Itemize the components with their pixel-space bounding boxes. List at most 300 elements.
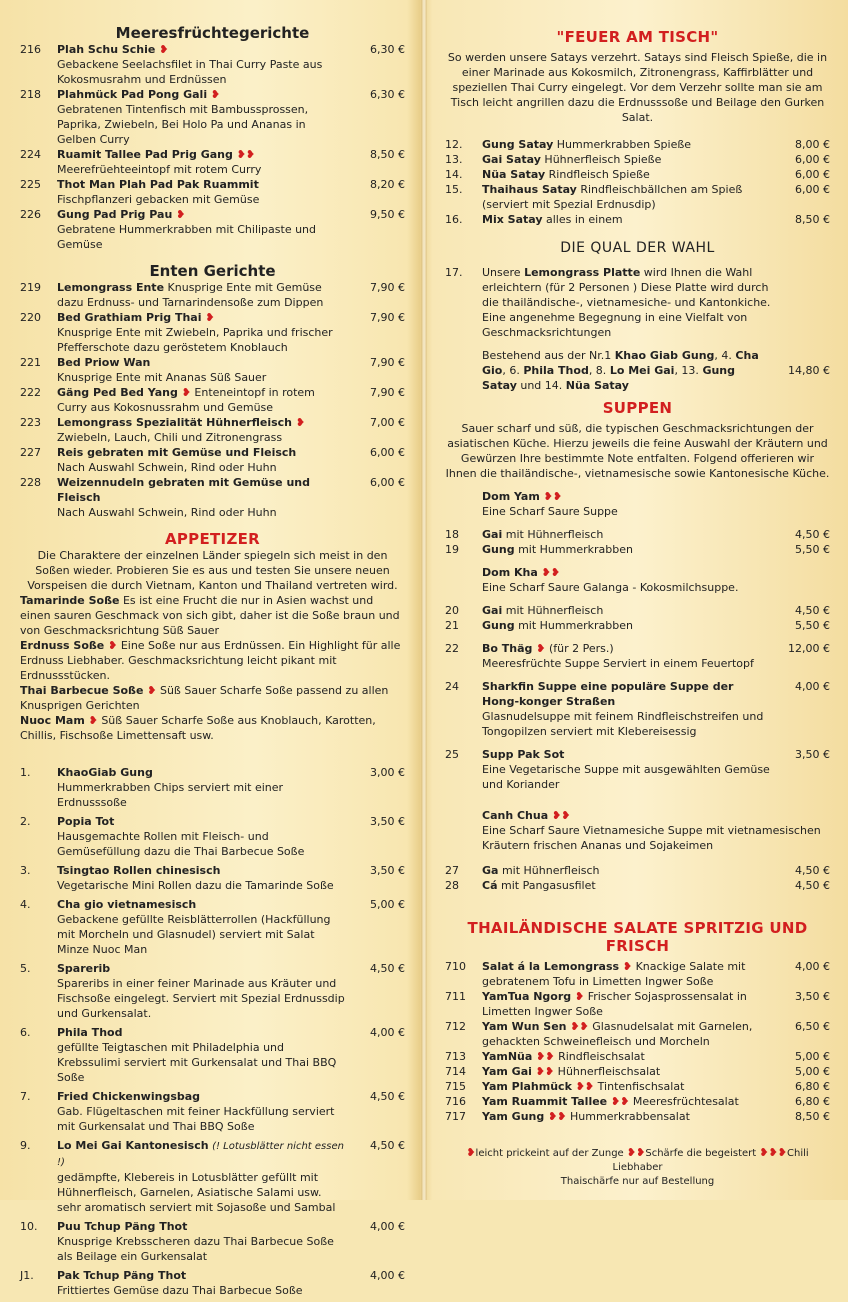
item-price: 4,00 € <box>795 680 830 693</box>
page-fold <box>421 0 427 1200</box>
item-price: 4,00 € <box>370 1220 405 1233</box>
item-name: Yam Ruammit Tallee <box>482 1095 608 1108</box>
item-name: Cha gio vietnamesisch <box>57 898 197 911</box>
item-desc: Vegetarische Mini Rollen dazu die Tamarinde Soße <box>57 879 334 892</box>
menu-item <box>20 42 405 87</box>
item-number: 711 <box>445 990 466 1003</box>
sauce-item <box>20 638 405 683</box>
chili-pepper-icon: ❥ <box>143 684 157 697</box>
spacer <box>445 739 830 747</box>
menu-item <box>20 1219 405 1264</box>
item-line <box>57 814 347 829</box>
item-name: Bed Grathiam Prig Thai <box>57 311 202 324</box>
item-line <box>482 603 772 618</box>
menu-item <box>20 355 405 385</box>
item-price: 5,00 € <box>795 1050 830 1063</box>
item-name: Plahmück Pad Pong Gali <box>57 88 208 101</box>
item-line <box>57 87 347 102</box>
salad-item <box>445 1064 830 1079</box>
menu-item <box>20 765 405 810</box>
menu-item <box>445 863 830 878</box>
sauce-name: Erdnuss Soße <box>20 639 105 652</box>
menu-item <box>20 1089 405 1134</box>
item-line <box>57 863 347 878</box>
item-desc: Knusprige Ente mit Ananas Süß Sauer <box>57 371 267 384</box>
qual-title: DIE QUAL DER WAHL <box>560 240 715 256</box>
item-name: Fried Chickenwingsbag <box>57 1090 201 1103</box>
legend-note: Thaischärfe nur auf Bestellung <box>560 1176 715 1187</box>
canh-desc: Eine Scharf Saure Vietnamesiche Suppe mit vietnamesischen Kräutern frischen Ananas und Sojakeimen <box>482 824 821 852</box>
item-price: 8,50 € <box>795 213 830 226</box>
item-number: 21 <box>445 619 459 632</box>
platter-text: Unsere Lemongrass Platte wird Ihnen die Wahl erleichtern (für 2 Personen ) Diese Platte wird durch die thailändische-, vietnamesiche- und Kantonkiche. Eine angenehme Begegnung in eine Vielfalt von Geschmacksrichtungen <box>482 266 771 339</box>
item-line <box>482 182 772 212</box>
menu-item <box>20 897 405 957</box>
item-price: 6,30 € <box>370 43 405 56</box>
item-number: 12. <box>445 138 463 151</box>
chili-pepper-icon: ❥❥ <box>541 566 561 579</box>
spacer <box>445 792 830 800</box>
item-name: Nüa Satay <box>482 168 546 181</box>
item-name: Gung Pad Prig Pau <box>57 208 173 221</box>
item-number: 17. <box>445 266 463 279</box>
item-desc: gefüllte Teigtaschen mit Philadelphia und Krebssulimi serviert mit Gurkensalat und Thai BBQ Soße <box>57 1041 337 1084</box>
item-name: Reis gebraten mit Gemüse und Fleisch <box>57 446 297 459</box>
item-desc: Hausgemachte Rollen mit Fleisch- und Gemüsefüllung dazu die Thai Barbecue Soße <box>57 830 305 858</box>
item-name: Popia Tot <box>57 815 115 828</box>
item-price: 6,80 € <box>795 1095 830 1108</box>
item-price: 5,50 € <box>795 619 830 632</box>
item-name: Lemongrass Spezialität Hühnerfleisch <box>57 416 292 429</box>
item-price: 5,50 € <box>795 543 830 556</box>
item-number: 14. <box>445 168 463 181</box>
item-number: 710 <box>445 960 466 973</box>
menu-item <box>445 527 830 542</box>
item-name: Salat á la Lemongrass <box>482 960 620 973</box>
item-number: 15. <box>445 183 463 196</box>
chili-pepper-icon: ❥ <box>532 642 546 655</box>
item-number: 216 <box>20 43 41 56</box>
item-desc: Gab. Flügeltaschen mit feiner Hackfüllung serviert mit Gurkensalat und Thai BBQ Soße <box>57 1105 335 1133</box>
item-desc: mit Hummerkrabben <box>518 619 633 632</box>
soup-list <box>445 641 830 800</box>
item-price: 4,50 € <box>370 1139 405 1152</box>
platter-item <box>445 265 830 340</box>
item-name: Plah Schu Schie <box>57 43 156 56</box>
menu-item <box>445 603 830 618</box>
item-line <box>57 1089 347 1104</box>
item-name: Pak Tchup Päng Thot <box>57 1269 187 1282</box>
sauce-item <box>20 593 405 638</box>
item-price: 4,50 € <box>795 879 830 892</box>
item-name: Gung Satay <box>482 138 554 151</box>
item-name: Gai <box>482 528 503 541</box>
item-desc: mit Hühnerfleisch <box>505 528 604 541</box>
item-name: Sparerib <box>57 962 111 975</box>
item-number: 1. <box>20 766 31 779</box>
item-line <box>57 310 347 325</box>
item-number: 222 <box>20 386 41 399</box>
item-price: 6,00 € <box>795 183 830 196</box>
item-name: Mix Satay <box>482 213 543 226</box>
seafood-list <box>20 42 405 252</box>
salad-item <box>445 1079 830 1094</box>
chili-pepper-icon: ❥❥ <box>607 1095 630 1108</box>
chili-pepper-icon: ❥❥ <box>566 1020 589 1033</box>
item-name: Thaihaus Satay <box>482 183 577 196</box>
item-price: 3,50 € <box>795 990 830 1003</box>
item-line <box>482 679 772 709</box>
item-price: 3,00 € <box>370 766 405 779</box>
menu-item <box>445 618 830 633</box>
item-number: 713 <box>445 1050 466 1063</box>
item-name: Bed Priow Wan <box>57 356 151 369</box>
item-line <box>57 897 347 912</box>
item-line <box>482 1064 772 1079</box>
menu-item <box>20 1268 405 1298</box>
item-number: 221 <box>20 356 41 369</box>
item-number: 24 <box>445 680 459 693</box>
chili-pepper-icon: ❥ <box>292 416 306 429</box>
item-price: 3,50 € <box>370 815 405 828</box>
salad-item <box>445 1019 830 1049</box>
sauce-desc: Es ist eine Frucht die nur in Asien wachst und einen sauren Geschmack von sich gibt, daher ist die Soße braun und von Geschmacksrichtung Süß Sauer <box>20 594 400 637</box>
item-desc: Gebratenen Tintenfisch mit Bambussprossen, Paprika, Zwiebeln, Bei Holo Pa und Ananas in Gelben Curry <box>57 103 309 146</box>
item-line <box>57 1025 347 1040</box>
menu-item <box>20 1025 405 1085</box>
item-price: 6,30 € <box>370 88 405 101</box>
item-number: 10. <box>20 1220 38 1233</box>
item-line <box>57 42 347 57</box>
item-desc: Gebackene gefüllte Reisblätterrollen (Hackfüllung mit Morcheln und Glasnudel) serviert mit Salat Minze Nuoc Man <box>57 913 331 956</box>
item-desc: Knusprige Krebsscheren dazu Thai Barbecue Soße als Beilage ein Gurkensalat <box>57 1235 334 1263</box>
item-name: Ruamit Tallee Pad Prig Gang <box>57 148 233 161</box>
domkha-list <box>445 603 830 633</box>
item-name: KhaoGiab Gung <box>57 766 153 779</box>
sauce-item <box>20 713 405 743</box>
menu-item <box>20 445 405 475</box>
menu-item <box>445 152 830 167</box>
chili-pepper-icon: ❥❥❥ <box>759 1146 788 1159</box>
item-name: Phila Thod <box>57 1026 123 1039</box>
item-desc: Rindfleischsalat <box>558 1050 645 1063</box>
item-number: 224 <box>20 148 41 161</box>
item-number: 6. <box>20 1026 31 1039</box>
chili-pepper-icon: ❥❥ <box>552 809 571 822</box>
item-name: Gäng Ped Bed Yang <box>57 386 178 399</box>
item-price: 7,00 € <box>370 416 405 429</box>
menu-item <box>20 177 405 207</box>
item-line <box>482 1109 772 1124</box>
salad-item <box>445 989 830 1019</box>
domkha-name: Dom Kha ❥❥ <box>482 566 561 579</box>
canh-name: Canh Chua ❥❥ <box>482 809 571 822</box>
item-number: 9. <box>20 1139 31 1152</box>
menu-item <box>445 182 830 212</box>
item-desc: Hummerkrabben Chips serviert mit einer Erdnusssoße <box>57 781 284 809</box>
item-line <box>482 137 772 152</box>
sauce-name: Tamarinde Soße <box>20 594 120 607</box>
item-name: Yam Gung <box>482 1110 545 1123</box>
duck-title: Enten Gerichte <box>149 262 276 280</box>
item-line <box>57 147 347 162</box>
menu-item <box>20 207 405 252</box>
salad-list <box>445 959 830 1124</box>
item-line <box>57 207 347 222</box>
menu-item <box>20 961 405 1021</box>
item-desc: Rindfleischbällchen am Spieß (serviert mit Spezial Erdnusdip) <box>482 183 743 211</box>
item-line <box>482 747 772 762</box>
menu-item <box>445 137 830 152</box>
item-line <box>57 1268 347 1283</box>
chili-pepper-icon: ❥ <box>571 990 585 1003</box>
item-desc: Nach Auswahl Schwein, Rind oder Huhn <box>57 461 277 474</box>
item-price: 5,00 € <box>795 1065 830 1078</box>
item-line <box>482 878 772 893</box>
sauce-name: Nuoc Mam <box>20 714 85 727</box>
item-desc: Hühnerfleisch Spieße <box>544 153 662 166</box>
item-name: YamNüa <box>482 1050 533 1063</box>
salad-item <box>445 1109 830 1124</box>
item-line <box>482 1094 772 1109</box>
item-desc: gedämpfte, Klebereis in Lotusblätter gefüllt mit Hühnerfleisch, Garnelen, Asiatische Salami usw. sehr aromatisch serviert mit Sojasoße und Sambal <box>57 1171 336 1214</box>
item-price: 8,50 € <box>795 1110 830 1123</box>
item-line <box>482 618 772 633</box>
item-line <box>482 1079 772 1094</box>
domyam-name: Dom Yam ❥❥ <box>482 490 563 503</box>
item-line <box>482 1019 772 1049</box>
menu-item <box>20 280 405 310</box>
item-desc: mit Hummerkrabben <box>518 543 633 556</box>
chili-pepper-icon: ❥❥ <box>543 490 563 503</box>
salads-title: THAILÄNDISCHE SALATE SPRITZIG UND FRISCH <box>467 919 808 955</box>
item-name: Yam Plahmück <box>482 1080 572 1093</box>
item-name: Yam Gai <box>482 1065 532 1078</box>
item-desc: Zwiebeln, Lauch, Chili und Zitronengrass <box>57 431 283 444</box>
item-price: 7,90 € <box>370 281 405 294</box>
item-line <box>482 152 772 167</box>
item-number: 714 <box>445 1065 466 1078</box>
item-note: (! Lotusblätter nicht essen !) <box>57 1141 344 1168</box>
item-line <box>482 167 772 182</box>
item-number: 7. <box>20 1090 31 1103</box>
domyam-desc: Eine Scharf Saure Suppe <box>482 505 618 518</box>
item-number: 19 <box>445 543 459 556</box>
chili-pepper-icon: ❥ <box>619 960 633 973</box>
menu-item <box>20 310 405 355</box>
item-desc: Meeresfrüchte Suppe Serviert in einem Feuertopf <box>482 657 754 670</box>
item-name: Cá <box>482 879 498 892</box>
chili-pepper-icon: ❥❥ <box>232 148 256 161</box>
item-price: 4,00 € <box>370 1026 405 1039</box>
sauce-name: Thai Barbecue Soße <box>20 684 144 697</box>
item-line <box>482 212 772 227</box>
item-number: 218 <box>20 88 41 101</box>
chili-pepper-icon: ❥ <box>207 88 221 101</box>
chili-pepper-icon: ❥❥ <box>532 1050 555 1063</box>
sauce-item <box>20 683 405 713</box>
item-number: 223 <box>20 416 41 429</box>
item-desc: Hühnerfleischsalat <box>557 1065 661 1078</box>
item-line <box>57 475 347 505</box>
soups-intro: Sauer scharf und süß, die typischen Geschmacksrichtungen der asiatischen Küche. Hierzu jeweils die feine Auswahl der Kräutern und Gewürzen Ihre bestimmte Note entfalten. Folgend offerieren wir Ihnen die thailändische-, vietnamesische sowie Kantonesische Küche. <box>445 422 830 480</box>
item-desc: mit Pangasusfilet <box>501 879 596 892</box>
chili-pepper-icon: ❥ <box>201 311 215 324</box>
item-name: YamTua Ngorg <box>482 990 572 1003</box>
item-price: 6,00 € <box>795 153 830 166</box>
menu-item <box>20 863 405 893</box>
item-name: Weizennudeln gebraten mit Gemüse und Fleisch <box>57 476 311 504</box>
item-price: 4,00 € <box>370 1269 405 1282</box>
item-name: Tsingtao Rollen chinesisch <box>57 864 221 877</box>
item-name: Gai Satay <box>482 153 541 166</box>
item-desc: Enteneintopf in rotem Curry aus Kokosnussrahm und Gemüse <box>57 386 315 414</box>
item-line <box>57 445 347 460</box>
item-line <box>57 1219 347 1234</box>
item-name: Gai <box>482 604 503 617</box>
item-desc: Meerefrüehteeintopf mit rotem Curry <box>57 163 262 176</box>
salad-item <box>445 959 830 989</box>
item-line <box>57 280 347 310</box>
item-name: Ga <box>482 864 499 877</box>
item-desc: Tintenfischsalat <box>597 1080 685 1093</box>
menu-item <box>445 641 830 671</box>
item-line <box>57 177 347 192</box>
item-number: 220 <box>20 311 41 324</box>
item-desc: Knusprige Ente mit Gemüse dazu Erdnuss- und Tarnarindensoße zum Dippen <box>57 281 324 309</box>
spacer <box>445 671 830 679</box>
chili-pepper-icon: ❥ <box>155 43 169 56</box>
item-price: 14,80 € <box>788 364 830 377</box>
sauce-desc: Süß Sauer Scharfe Soße aus Knoblauch, Karotten, Chillis, Fischsoße Limettensaft usw. <box>20 714 376 742</box>
item-name: Thot Man Plah Pad Pak Ruammit <box>57 178 259 191</box>
item-price: 4,50 € <box>370 962 405 975</box>
menu-item <box>445 212 830 227</box>
fire-intro: So werden unsere Satays verzehrt. Satays sind Fleisch Spieße, die in einer Marinade aus Kokosmilch, Zitronengrass, Kaffirblätter und speziellen Thai Curry eingelegt. Vor dem Verzehr sollte man sie am Tisch leicht angrillen dazu die Erdnusssoße und Beilage den Gurken Salat. <box>447 51 828 124</box>
item-number: 715 <box>445 1080 466 1093</box>
item-desc: Gebackene Seelachsfilet in Thai Curry Paste aus Kokosmusrahm und Erdnüssen <box>57 58 323 86</box>
item-line <box>482 959 772 989</box>
item-number: 219 <box>20 281 41 294</box>
item-name: Puu Tchup Päng Thot <box>57 1220 188 1233</box>
chili-pepper-icon: ❥❥ <box>571 1080 595 1093</box>
item-name: Lemongrass Ente <box>57 281 165 294</box>
menu-item <box>445 679 830 739</box>
item-line <box>482 542 772 557</box>
seafood-title: Meeresfrüchtegerichte <box>115 24 310 42</box>
platter-consist: Bestehend aus der Nr.1 Khao Giab Gung, 4. Cha Gio, 6. Phila Thod, 8. Lo Mei Gai, 13. Gung Satay und 14. Nüa Satay <box>482 349 759 392</box>
item-price: 7,90 € <box>370 311 405 324</box>
item-desc: mit Hühnerfleisch <box>501 864 600 877</box>
menu-item <box>20 475 405 520</box>
item-desc: Spareribs in einer feiner Marinade aus Kräuter und Fischsoße eingelegt. Serviert mit Spezial Erdnussdip und Gurkensalat. <box>57 977 345 1020</box>
item-price: 4,50 € <box>795 604 830 617</box>
item-number: 226 <box>20 208 41 221</box>
menu-item <box>20 415 405 445</box>
item-line <box>482 527 772 542</box>
item-line <box>482 863 772 878</box>
item-price: 4,50 € <box>795 864 830 877</box>
item-price: 7,90 € <box>370 386 405 399</box>
item-price: 5,00 € <box>370 898 405 911</box>
item-number: 20 <box>445 604 459 617</box>
item-desc: alles in einem <box>546 213 623 226</box>
item-number: 717 <box>445 1110 466 1123</box>
item-line <box>57 1138 347 1170</box>
item-line <box>482 989 772 1019</box>
sauce-list <box>20 593 405 743</box>
item-desc: Knackige Salate mit gebratenem Tofu in Limetten Ingwer Soße <box>482 960 746 988</box>
item-line <box>57 765 347 780</box>
item-line <box>57 385 347 415</box>
appetizer-list <box>20 765 405 1302</box>
item-desc: Nach Auswahl Schwein, Rind oder Huhn <box>57 506 277 519</box>
item-number: 2. <box>20 815 31 828</box>
chili-legend: ❥leicht prickeint auf der Zunge ❥❥Schärfe die begeistert ❥❥❥Chili Liebhaber <box>466 1146 809 1173</box>
chili-pepper-icon: ❥ <box>172 208 186 221</box>
item-number: 28 <box>445 879 459 892</box>
item-price: 8,50 € <box>370 148 405 161</box>
item-price: 4,50 € <box>370 1090 405 1103</box>
item-price: 7,90 € <box>370 356 405 369</box>
item-price: 6,50 € <box>795 1020 830 1033</box>
menu-item <box>445 747 830 792</box>
item-price: 4,00 € <box>795 960 830 973</box>
menu-item <box>20 87 405 147</box>
item-price: 6,00 € <box>795 168 830 181</box>
domkha-desc: Eine Scharf Saure Galanga - Kokosmilchsuppe. <box>482 581 739 594</box>
item-number: 22 <box>445 642 459 655</box>
item-desc: mit Hühnerfleisch <box>505 604 604 617</box>
item-number: 712 <box>445 1020 466 1033</box>
item-price: 6,00 € <box>370 446 405 459</box>
item-line <box>57 415 347 430</box>
item-price: 6,80 € <box>795 1080 830 1093</box>
menu-item <box>20 385 405 415</box>
item-number: J1. <box>20 1269 34 1282</box>
item-line <box>482 1049 772 1064</box>
item-number: 5. <box>20 962 31 975</box>
item-desc: Glasnudelsalat mit Garnelen, gehackten Schweinefleisch und Morcheln <box>482 1020 753 1048</box>
chili-pepper-icon: ❥ <box>84 714 98 727</box>
item-name: Gung <box>482 543 515 556</box>
item-price: 3,50 € <box>370 864 405 877</box>
item-desc: Meeresfrüchtesalat <box>632 1095 739 1108</box>
item-desc: Knusprige Ente mit Zwiebeln, Paprika und frischer Pfefferschote dazu geröstetem Knoblauch <box>57 326 333 354</box>
item-number: 16. <box>445 213 463 226</box>
item-price: 4,50 € <box>795 528 830 541</box>
platter-contents <box>445 348 830 393</box>
item-number: 4. <box>20 898 31 911</box>
chili-pepper-icon: ❥❥ <box>626 1146 646 1159</box>
sauce-desc: Süß Sauer Scharfe Soße passend zu allen Knusprigen Gerichten <box>20 684 389 712</box>
satay-list <box>445 137 830 227</box>
item-price: 9,50 € <box>370 208 405 221</box>
item-number: 3. <box>20 864 31 877</box>
item-desc: Fischpflanzeri gebacken mit Gemüse <box>57 193 260 206</box>
item-price: 8,20 € <box>370 178 405 191</box>
chili-pepper-icon: ❥ <box>177 386 191 399</box>
item-desc: Hummerkrabbensalat <box>570 1110 690 1123</box>
domyam-list <box>445 527 830 557</box>
appetizer-title: APPETIZER <box>164 530 261 548</box>
salad-item <box>445 1094 830 1109</box>
item-line <box>57 355 347 370</box>
item-line <box>57 961 347 976</box>
item-number: 25 <box>445 748 459 761</box>
spacer <box>20 1298 405 1302</box>
item-price: 8,00 € <box>795 138 830 151</box>
